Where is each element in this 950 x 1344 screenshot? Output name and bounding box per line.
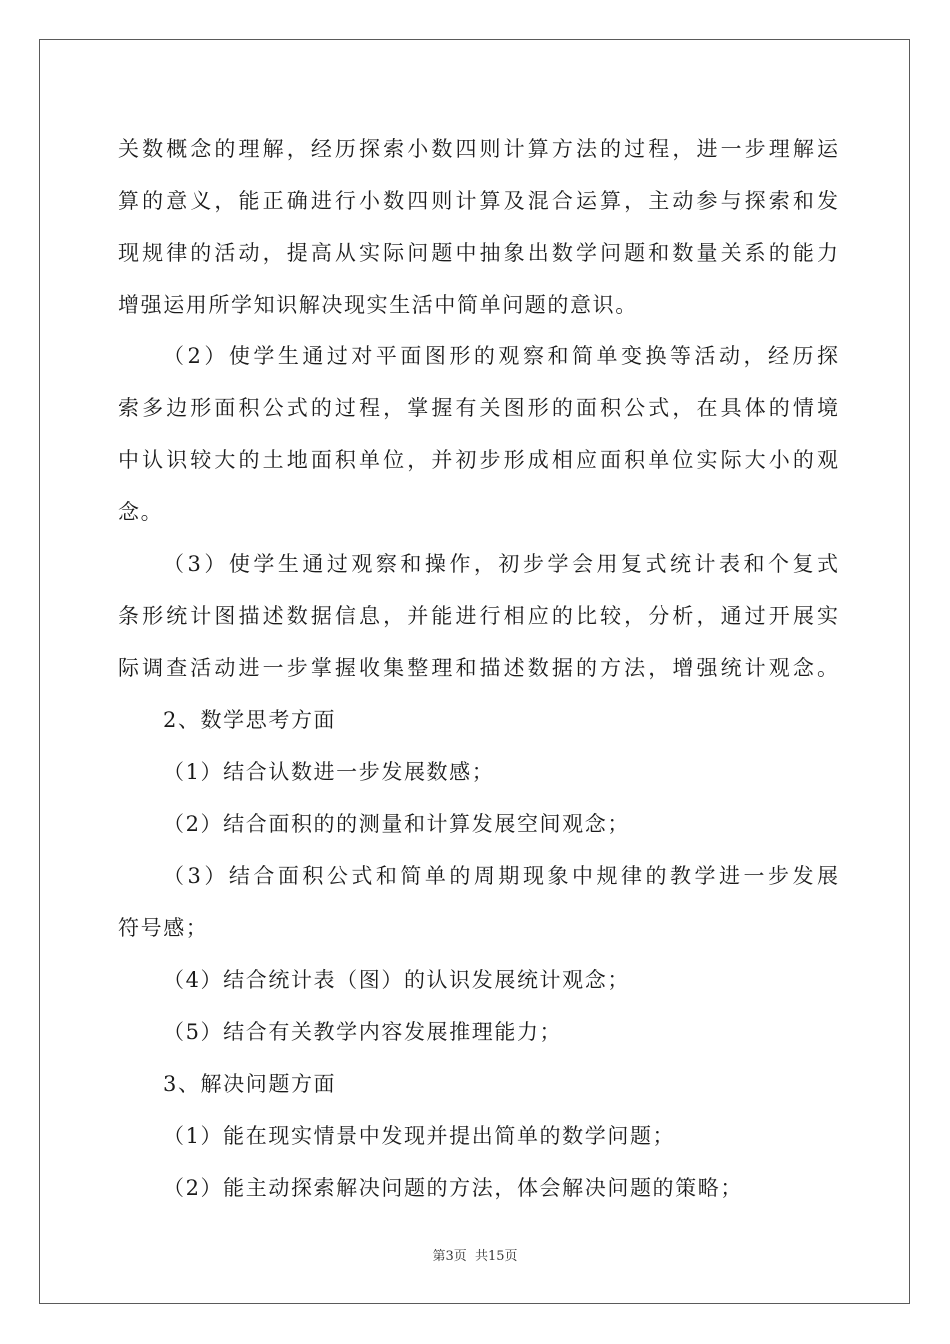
text-line: （5）结合有关教学内容发展推理能力；: [163, 1020, 563, 1044]
text-line: （2）使学生通过对平面图形的观察和简单变换等活动，经历探: [163, 344, 838, 368]
section-heading: 2、数学思考方面: [163, 708, 337, 732]
text-line: 际调查活动进一步掌握收集整理和描述数据的方法，增强统计观念。: [118, 656, 838, 680]
text-line: 关数概念的理解，经历探索小数四则计算方法的过程，进一步理解运: [118, 137, 838, 161]
text-line: 现规律的活动，提高从实际问题中抽象出数学问题和数量关系的能力: [118, 241, 838, 265]
text-line: （3）结合面积公式和简单的周期现象中规律的教学进一步发展: [163, 864, 838, 888]
text-line: （2）结合面积的的测量和计算发展空间观念；: [163, 812, 630, 836]
text-line: 算的意义，能正确进行小数四则计算及混合运算，主动参与探索和发: [118, 189, 838, 213]
text-line: 条形统计图描述数据信息，并能进行相应的比较，分析，通过开展实: [118, 604, 838, 628]
text-line: 中认识较大的土地面积单位，并初步形成相应面积单位实际大小的观: [118, 448, 838, 472]
page-total: 共15页: [474, 1249, 518, 1264]
text-line: （3）使学生通过观察和操作，初步学会用复式统计表和个复式: [163, 552, 838, 576]
text-line: 增强运用所学知识解决现实生活中简单问题的意识。: [118, 293, 638, 317]
text-line: 念。: [118, 500, 164, 524]
page-footer: [0, 1248, 950, 1266]
text-line: 索多边形面积公式的过程，掌握有关图形的面积公式，在具体的情境: [118, 396, 838, 420]
text-line: （2）能主动探索解决问题的方法，体会解决问题的策略；: [163, 1176, 743, 1200]
text-line: （1）能在现实情景中发现并提出简单的数学问题；: [163, 1124, 676, 1148]
section-heading: 3、解决问题方面: [163, 1072, 337, 1096]
text-line: 符号感；: [118, 916, 209, 940]
page-number: 第3页: [432, 1249, 467, 1264]
text-line: （1）结合认数进一步发展数感；: [163, 760, 495, 784]
text-line: （4）结合统计表（图）的认识发展统计观念；: [163, 968, 630, 992]
